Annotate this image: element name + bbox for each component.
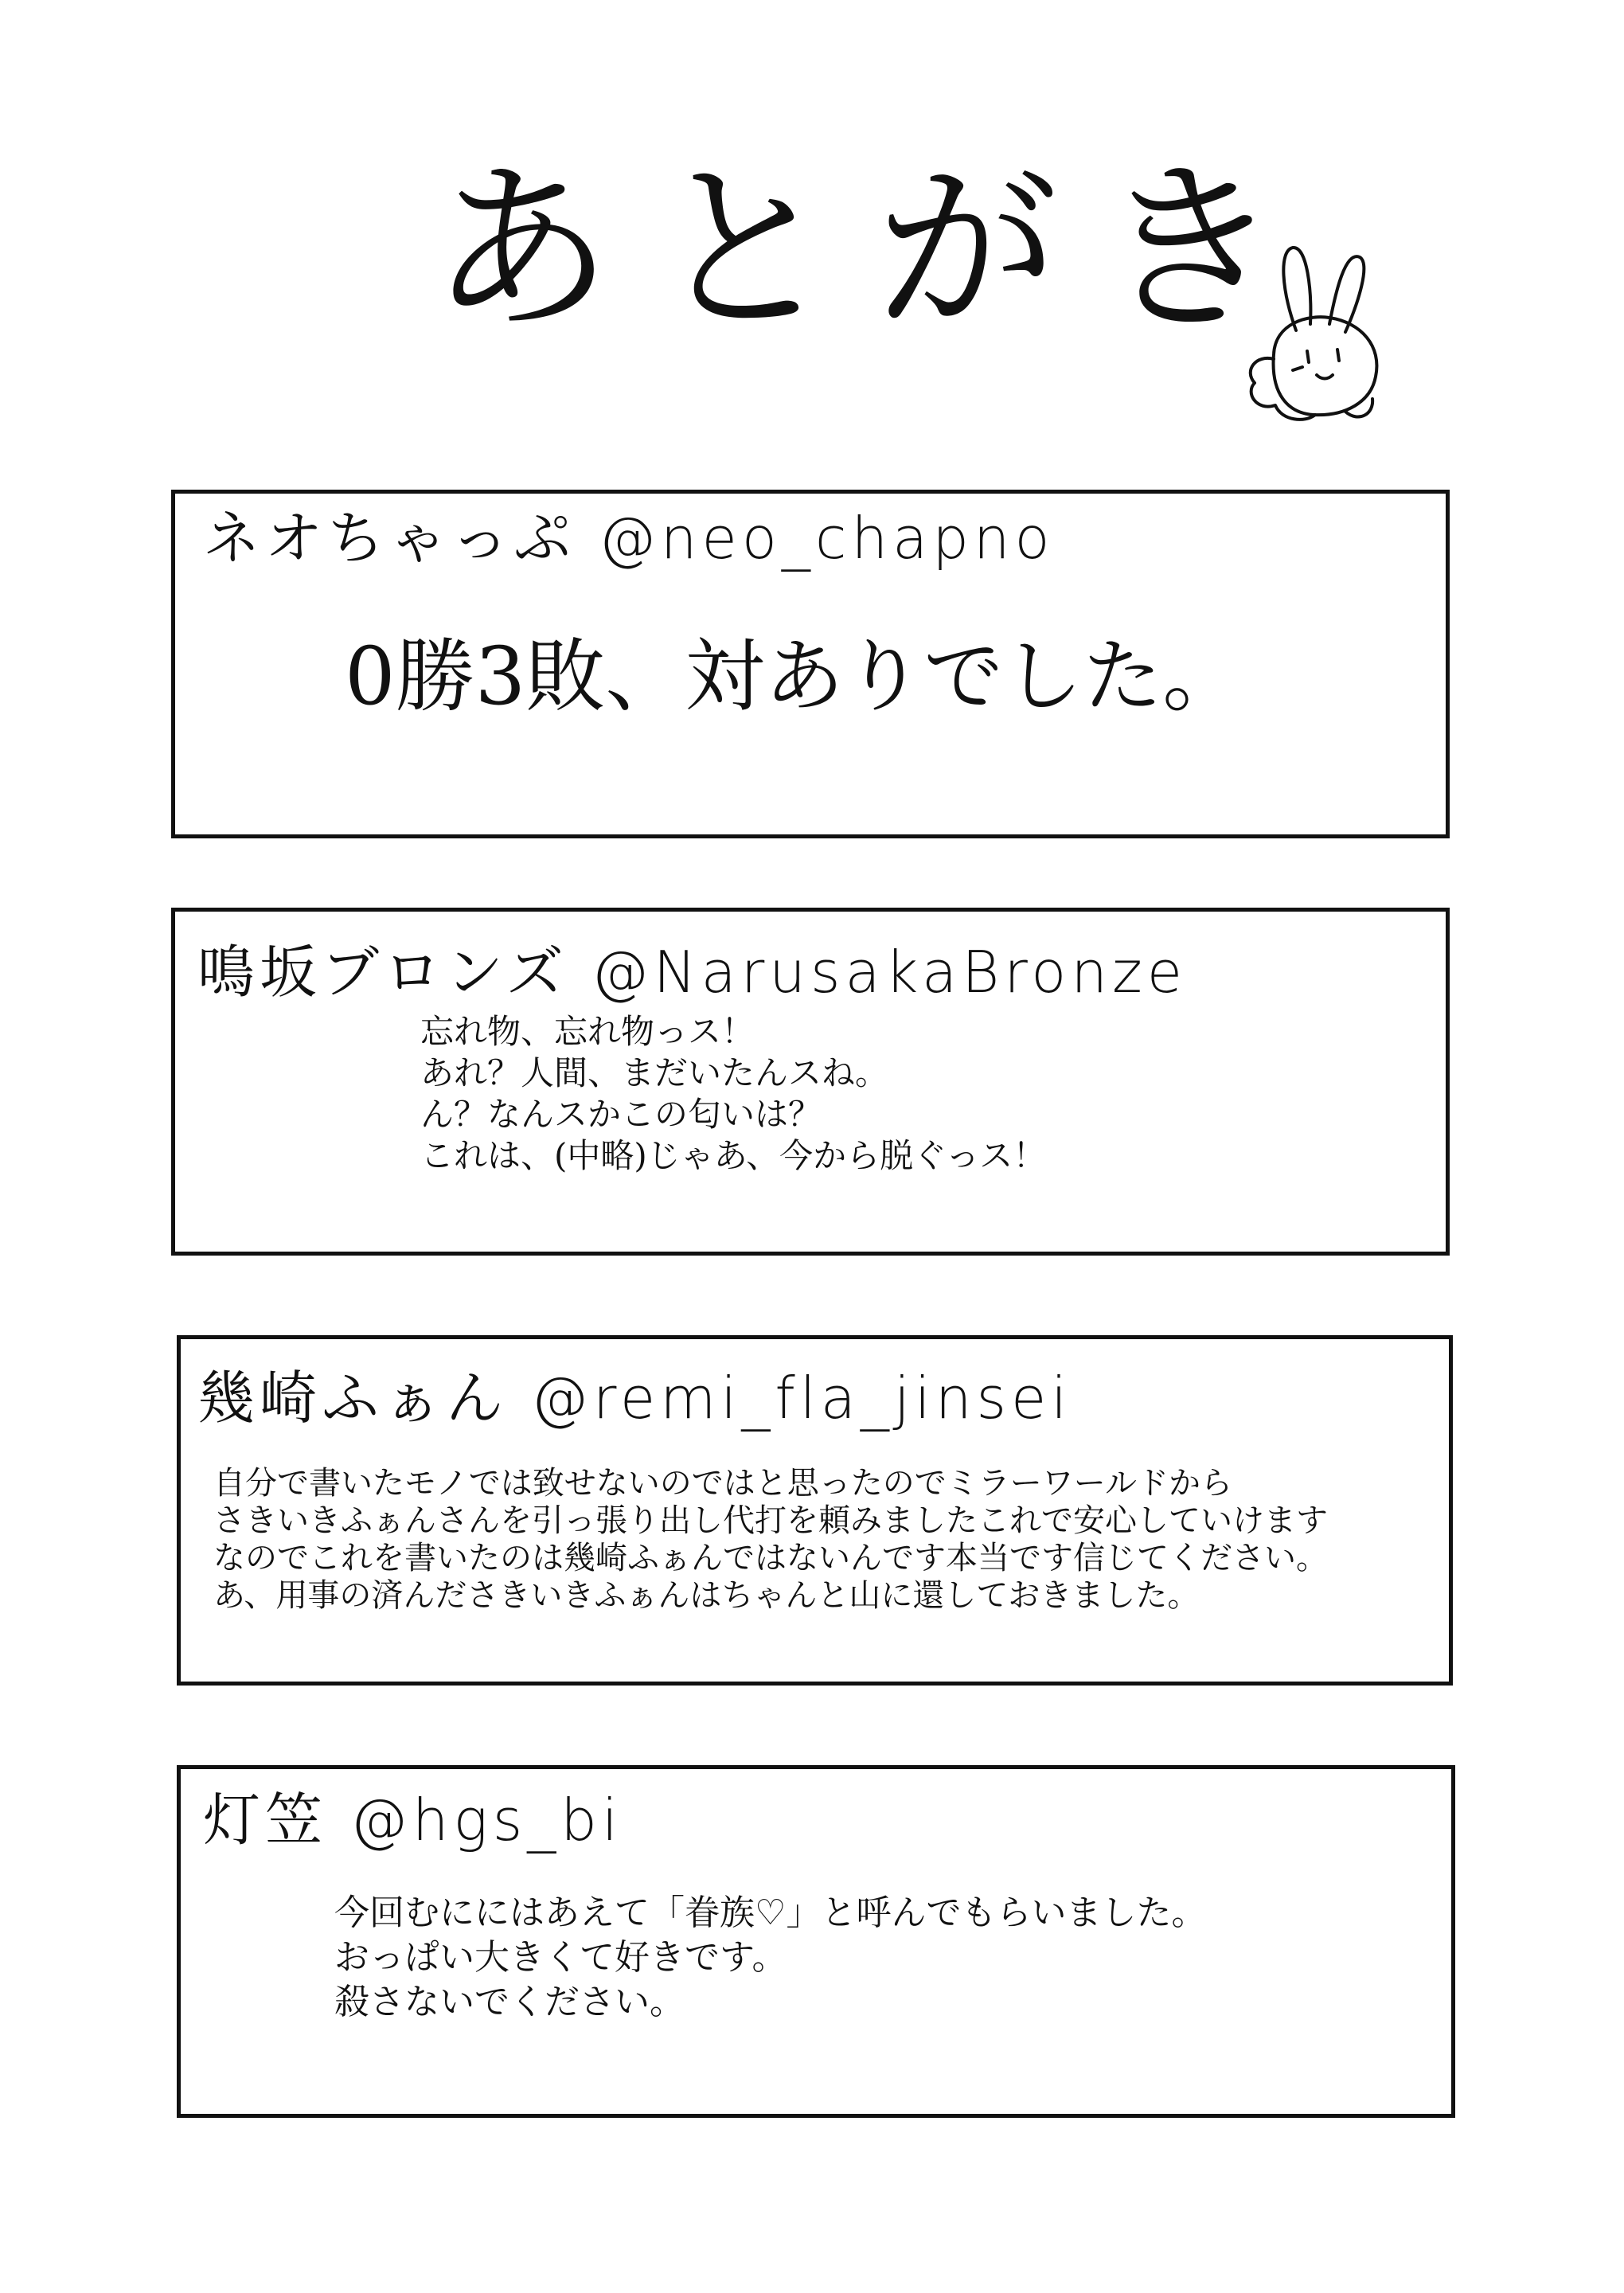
author-name-2: 鳴坂ブロンズ @NarusakaBronze [197, 939, 1188, 1006]
message-line: ん？なんスかこの匂いは？ [420, 1095, 822, 1134]
afterword-message-1: 0勝3敗、対ありでした。 [345, 630, 1243, 723]
message-line: あ、用事の済んださきいきふぁんはちゃんと山に還しておきました。 [213, 1577, 1200, 1614]
afterword-message-3 [213, 1465, 1328, 1615]
author-name-4: 灯笠 @hgs_bi [203, 1787, 623, 1854]
author-name-1: ネオちゃっぷ @neo_chapno [203, 505, 1055, 572]
message-line: さきいきふぁんさんを引っ張り出し代打を頼みましたこれで安心していけます [213, 1502, 1328, 1539]
message-line: 殺さないでください。 [334, 1982, 685, 2022]
afterword-message-2 [420, 1011, 1046, 1177]
page-title: あとがき [430, 144, 1321, 357]
bunny-doodle-icon [1226, 235, 1401, 426]
message-line: 自分で書いたモノでは致せないのではと思ったのでミラーワールドから [213, 1465, 1232, 1502]
afterword-message-4 [334, 1891, 1206, 2025]
message-line: なのでこれを書いたのは幾崎ふぁんではないんです本当です信じてください。 [213, 1540, 1328, 1576]
message-line: これは、(中略)じゃあ、今から脱ぐっス！ [420, 1136, 1047, 1175]
author-name-3: 幾崎ふぁん @remi_fla_jinsei [197, 1365, 1072, 1432]
message-line: 今回むににはあえて「眷族♡」と呼んでもらいました。 [334, 1893, 1207, 1933]
message-line: あれ？人間、まだいたんスね。 [420, 1053, 889, 1092]
message-line: 忘れ物、忘れ物っス！ [420, 1012, 755, 1051]
message-line: おっぱい大きくて好きです。 [334, 1937, 787, 1978]
